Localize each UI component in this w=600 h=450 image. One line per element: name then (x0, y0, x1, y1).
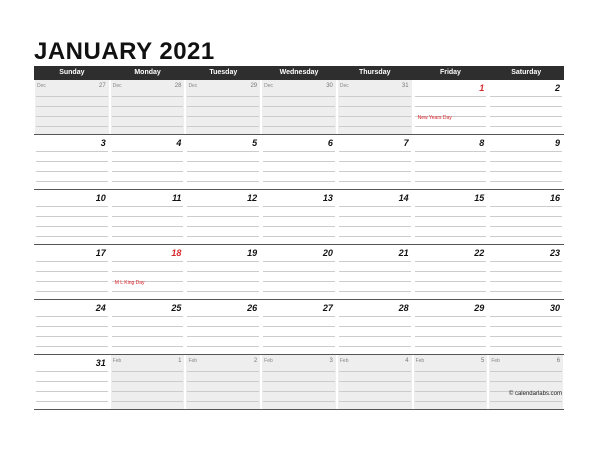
day-number: 31 (401, 83, 409, 89)
note-line (339, 381, 411, 382)
day-cell[interactable] (111, 190, 185, 244)
day-number: 1 (178, 358, 182, 364)
note-line (263, 346, 335, 347)
note-line (490, 181, 562, 182)
holiday-event-label: New Years Day (417, 115, 452, 121)
week-row (34, 355, 564, 410)
note-line (36, 151, 108, 152)
day-number: 26 (247, 303, 258, 313)
note-line (415, 346, 487, 347)
day-month-label: Dec (339, 83, 349, 89)
note-line (263, 181, 335, 182)
note-line (263, 371, 335, 372)
day-number: 29 (474, 303, 485, 313)
day-number: 2 (253, 358, 258, 364)
note-line (415, 171, 487, 172)
note-line (263, 126, 335, 127)
note-line (263, 106, 335, 107)
note-line (263, 291, 335, 292)
note-line (490, 171, 562, 172)
note-line (339, 261, 411, 262)
note-line (339, 181, 411, 182)
note-line (339, 126, 411, 127)
day-month-label: Feb (491, 358, 500, 364)
day-month-label: Dec (112, 83, 122, 89)
week-row (34, 135, 564, 190)
day-number: 30 (550, 303, 561, 313)
weekday-wednesday: Wednesday (279, 69, 319, 76)
note-line (490, 326, 562, 327)
note-line (112, 271, 184, 272)
note-line (339, 106, 411, 107)
day-cell[interactable] (262, 135, 336, 189)
note-line (36, 391, 108, 392)
note-line (36, 216, 108, 217)
note-line (263, 401, 335, 402)
day-number: 28 (174, 83, 182, 89)
note-line (339, 401, 411, 402)
note-line (263, 96, 335, 97)
day-number: 17 (95, 248, 106, 258)
note-line (36, 326, 108, 327)
day-number: 25 (171, 303, 182, 313)
day-cell[interactable] (186, 135, 260, 189)
day-number: 16 (550, 193, 561, 203)
day-cell[interactable] (262, 355, 336, 409)
note-line (112, 291, 184, 292)
note-line (112, 326, 184, 327)
note-line (187, 271, 259, 272)
day-cell[interactable] (338, 355, 412, 409)
day-month-label: Feb (112, 358, 122, 364)
holiday-event-label: M L King Day (114, 280, 145, 286)
note-line (263, 336, 335, 337)
note-line (36, 206, 108, 207)
note-line (112, 226, 184, 227)
day-cell[interactable] (186, 355, 260, 409)
note-line (263, 316, 335, 317)
note-line (36, 336, 108, 337)
note-line (490, 151, 562, 152)
note-line (415, 106, 487, 107)
day-number: 6 (556, 358, 561, 364)
note-line (263, 206, 335, 207)
note-line (339, 391, 411, 392)
note-line (490, 206, 562, 207)
note-line (263, 226, 335, 227)
day-cell[interactable] (338, 190, 412, 244)
note-line (339, 171, 411, 172)
day-cell[interactable] (35, 80, 109, 134)
weekday-monday: Monday (134, 69, 161, 76)
note-line (187, 216, 259, 217)
day-number: 28 (398, 303, 409, 313)
note-line (36, 226, 108, 227)
note-line (112, 216, 184, 217)
note-line (490, 381, 562, 382)
day-number: 2 (555, 83, 561, 93)
note-line (263, 216, 335, 217)
day-cell[interactable] (186, 80, 260, 134)
note-line (415, 126, 487, 127)
day-cell[interactable] (111, 300, 185, 354)
day-cell[interactable] (186, 300, 260, 354)
note-line (490, 336, 562, 337)
day-cell[interactable] (186, 245, 260, 299)
day-number: 21 (398, 248, 409, 258)
note-line (490, 106, 562, 107)
day-number: 15 (474, 193, 485, 203)
note-line (339, 346, 411, 347)
day-cell[interactable] (111, 80, 185, 134)
day-cell[interactable] (338, 245, 412, 299)
note-line (187, 181, 259, 182)
day-number: 4 (405, 358, 409, 364)
week-row (34, 190, 564, 245)
day-number: 24 (95, 303, 106, 313)
note-line (415, 206, 487, 207)
day-number: 8 (479, 138, 485, 148)
note-line (490, 316, 562, 317)
day-number: 20 (322, 248, 333, 258)
copyright-footer: © calendarlabs.com (508, 391, 562, 397)
day-cell[interactable] (414, 135, 488, 189)
note-line (36, 161, 108, 162)
note-line (187, 281, 259, 282)
day-cell[interactable] (111, 245, 185, 299)
day-number: 13 (322, 193, 333, 203)
day-cell[interactable] (414, 80, 488, 134)
day-cell[interactable] (489, 190, 563, 244)
day-cell[interactable] (35, 135, 109, 189)
note-line (490, 291, 562, 292)
note-line (36, 236, 108, 237)
note-line (187, 401, 259, 402)
note-line (415, 371, 487, 372)
note-line (490, 401, 562, 402)
note-line (187, 326, 259, 327)
note-line (112, 371, 184, 372)
day-cell[interactable] (111, 355, 185, 409)
note-line (263, 171, 335, 172)
note-line (187, 151, 259, 152)
day-month-label: Dec (264, 83, 274, 89)
weekday-friday: Friday (439, 69, 461, 76)
calendar-title: JANUARY 2021 (34, 38, 215, 65)
note-line (187, 116, 259, 117)
day-month-label: Feb (188, 358, 198, 364)
day-cell[interactable] (35, 355, 109, 409)
note-line (490, 216, 562, 217)
note-line (415, 281, 487, 282)
note-line (36, 261, 108, 262)
note-line (187, 336, 259, 337)
note-line (187, 96, 259, 97)
note-line (490, 261, 562, 262)
day-number: 14 (398, 193, 409, 203)
note-line (187, 261, 259, 262)
note-line (36, 116, 108, 117)
day-cell[interactable] (489, 355, 563, 409)
note-line (415, 96, 487, 97)
note-line (36, 291, 108, 292)
note-line (112, 401, 184, 402)
day-number: 5 (252, 138, 258, 148)
note-line (112, 391, 184, 392)
day-cell[interactable] (35, 300, 109, 354)
note-line (36, 371, 108, 372)
note-line (263, 151, 335, 152)
note-line (415, 316, 487, 317)
note-line (415, 271, 487, 272)
day-cell[interactable] (186, 190, 260, 244)
note-line (187, 391, 259, 392)
note-line (263, 391, 335, 392)
note-line (36, 181, 108, 182)
day-cell[interactable] (489, 245, 563, 299)
note-line (36, 281, 108, 282)
weekday-thursday: Thursday (358, 69, 391, 76)
note-line (339, 216, 411, 217)
day-month-label: Dec (37, 83, 46, 89)
note-line (36, 171, 108, 172)
day-cell[interactable] (338, 135, 412, 189)
day-number: 3 (100, 138, 106, 148)
note-line (263, 281, 335, 282)
day-cell[interactable] (111, 135, 185, 189)
note-line (263, 116, 335, 117)
day-cell[interactable] (35, 190, 109, 244)
note-line (490, 161, 562, 162)
note-line (263, 261, 335, 262)
note-line (36, 271, 108, 272)
note-line (36, 126, 108, 127)
day-number: 18 (171, 248, 182, 258)
note-line (339, 291, 411, 292)
note-line (112, 336, 184, 337)
note-line (415, 161, 487, 162)
note-line (263, 236, 335, 237)
day-number: 27 (322, 303, 333, 313)
day-month-label: Dec (188, 83, 198, 89)
note-line (415, 381, 487, 382)
note-line (415, 181, 487, 182)
note-line (36, 381, 108, 382)
day-number: 10 (95, 193, 106, 203)
note-line (187, 161, 259, 162)
note-line (187, 126, 259, 127)
note-line (415, 291, 487, 292)
note-line (187, 171, 259, 172)
day-number: 31 (95, 358, 106, 368)
note-line (339, 281, 411, 282)
day-number: 3 (329, 358, 333, 364)
note-line (187, 316, 259, 317)
note-line (263, 161, 335, 162)
day-cell[interactable] (338, 300, 412, 354)
note-line (490, 271, 562, 272)
note-line (339, 336, 411, 337)
note-line (490, 126, 562, 127)
note-line (490, 226, 562, 227)
day-cell[interactable] (414, 300, 488, 354)
day-cell[interactable] (262, 80, 336, 134)
day-number: 30 (326, 83, 333, 89)
day-cell[interactable] (489, 80, 563, 134)
day-cell[interactable] (338, 80, 412, 134)
day-cell[interactable] (489, 135, 563, 189)
note-line (112, 346, 184, 347)
note-line (415, 391, 487, 392)
note-line (112, 181, 184, 182)
weekday-saturday: Saturday (511, 69, 542, 76)
note-line (339, 271, 411, 272)
weekday-tuesday: Tuesday (209, 69, 238, 76)
note-line (490, 96, 562, 97)
note-line (112, 151, 184, 152)
note-line (490, 371, 562, 372)
note-line (187, 371, 259, 372)
week-row (34, 245, 564, 300)
day-number: 7 (403, 138, 409, 148)
week-row (34, 300, 564, 355)
note-line (187, 381, 259, 382)
note-line (112, 236, 184, 237)
note-line (263, 381, 335, 382)
day-cell[interactable] (262, 300, 336, 354)
week-row (34, 80, 564, 135)
day-number: 1 (479, 83, 485, 93)
note-line (415, 236, 487, 237)
note-line (263, 326, 335, 327)
day-month-label: Feb (264, 358, 273, 364)
day-number: 19 (247, 248, 258, 258)
note-line (490, 281, 562, 282)
note-line (490, 346, 562, 347)
note-line (415, 226, 487, 227)
note-line (339, 96, 411, 97)
note-line (490, 236, 562, 237)
day-number: 11 (172, 193, 182, 203)
note-line (415, 151, 487, 152)
day-number: 29 (250, 83, 258, 89)
note-line (112, 116, 184, 117)
day-number: 22 (474, 248, 485, 258)
note-line (112, 171, 184, 172)
note-line (187, 236, 259, 237)
day-number: 27 (99, 83, 106, 89)
note-line (36, 401, 108, 402)
note-line (36, 106, 108, 107)
note-line (112, 96, 184, 97)
day-number: 9 (555, 138, 561, 148)
note-line (415, 401, 487, 402)
note-line (339, 151, 411, 152)
note-line (187, 291, 259, 292)
note-line (187, 346, 259, 347)
note-line (339, 161, 411, 162)
note-line (112, 161, 184, 162)
note-line (415, 336, 487, 337)
day-number: 4 (176, 138, 182, 148)
note-line (112, 381, 184, 382)
day-cell[interactable] (489, 300, 563, 354)
weekday-header (34, 66, 564, 80)
day-cell[interactable] (262, 245, 336, 299)
note-line (36, 316, 108, 317)
note-line (263, 271, 335, 272)
weekday-sunday: Sunday (59, 69, 85, 76)
day-cell[interactable] (35, 245, 109, 299)
note-line (36, 346, 108, 347)
calendar-grid (34, 80, 564, 410)
note-line (339, 226, 411, 227)
note-line (187, 206, 259, 207)
note-line (36, 96, 108, 97)
note-line (339, 316, 411, 317)
day-cell[interactable] (414, 245, 488, 299)
note-line (415, 216, 487, 217)
note-line (415, 261, 487, 262)
day-cell[interactable] (414, 355, 488, 409)
day-cell[interactable] (414, 190, 488, 244)
note-line (187, 226, 259, 227)
note-line (112, 206, 184, 207)
note-line (112, 316, 184, 317)
note-line (112, 261, 184, 262)
day-number: 12 (247, 193, 258, 203)
day-month-label: Feb (339, 358, 349, 364)
note-line (339, 326, 411, 327)
note-line (339, 116, 411, 117)
note-line (415, 326, 487, 327)
note-line (112, 126, 184, 127)
note-line (112, 106, 184, 107)
note-line (339, 371, 411, 372)
day-number: 23 (550, 248, 561, 258)
note-line (187, 106, 259, 107)
day-month-label: Feb (415, 358, 425, 364)
note-line (490, 116, 562, 117)
day-cell[interactable] (262, 190, 336, 244)
day-number: 5 (480, 358, 485, 364)
day-number: 6 (327, 138, 333, 148)
note-line (339, 236, 411, 237)
note-line (339, 206, 411, 207)
